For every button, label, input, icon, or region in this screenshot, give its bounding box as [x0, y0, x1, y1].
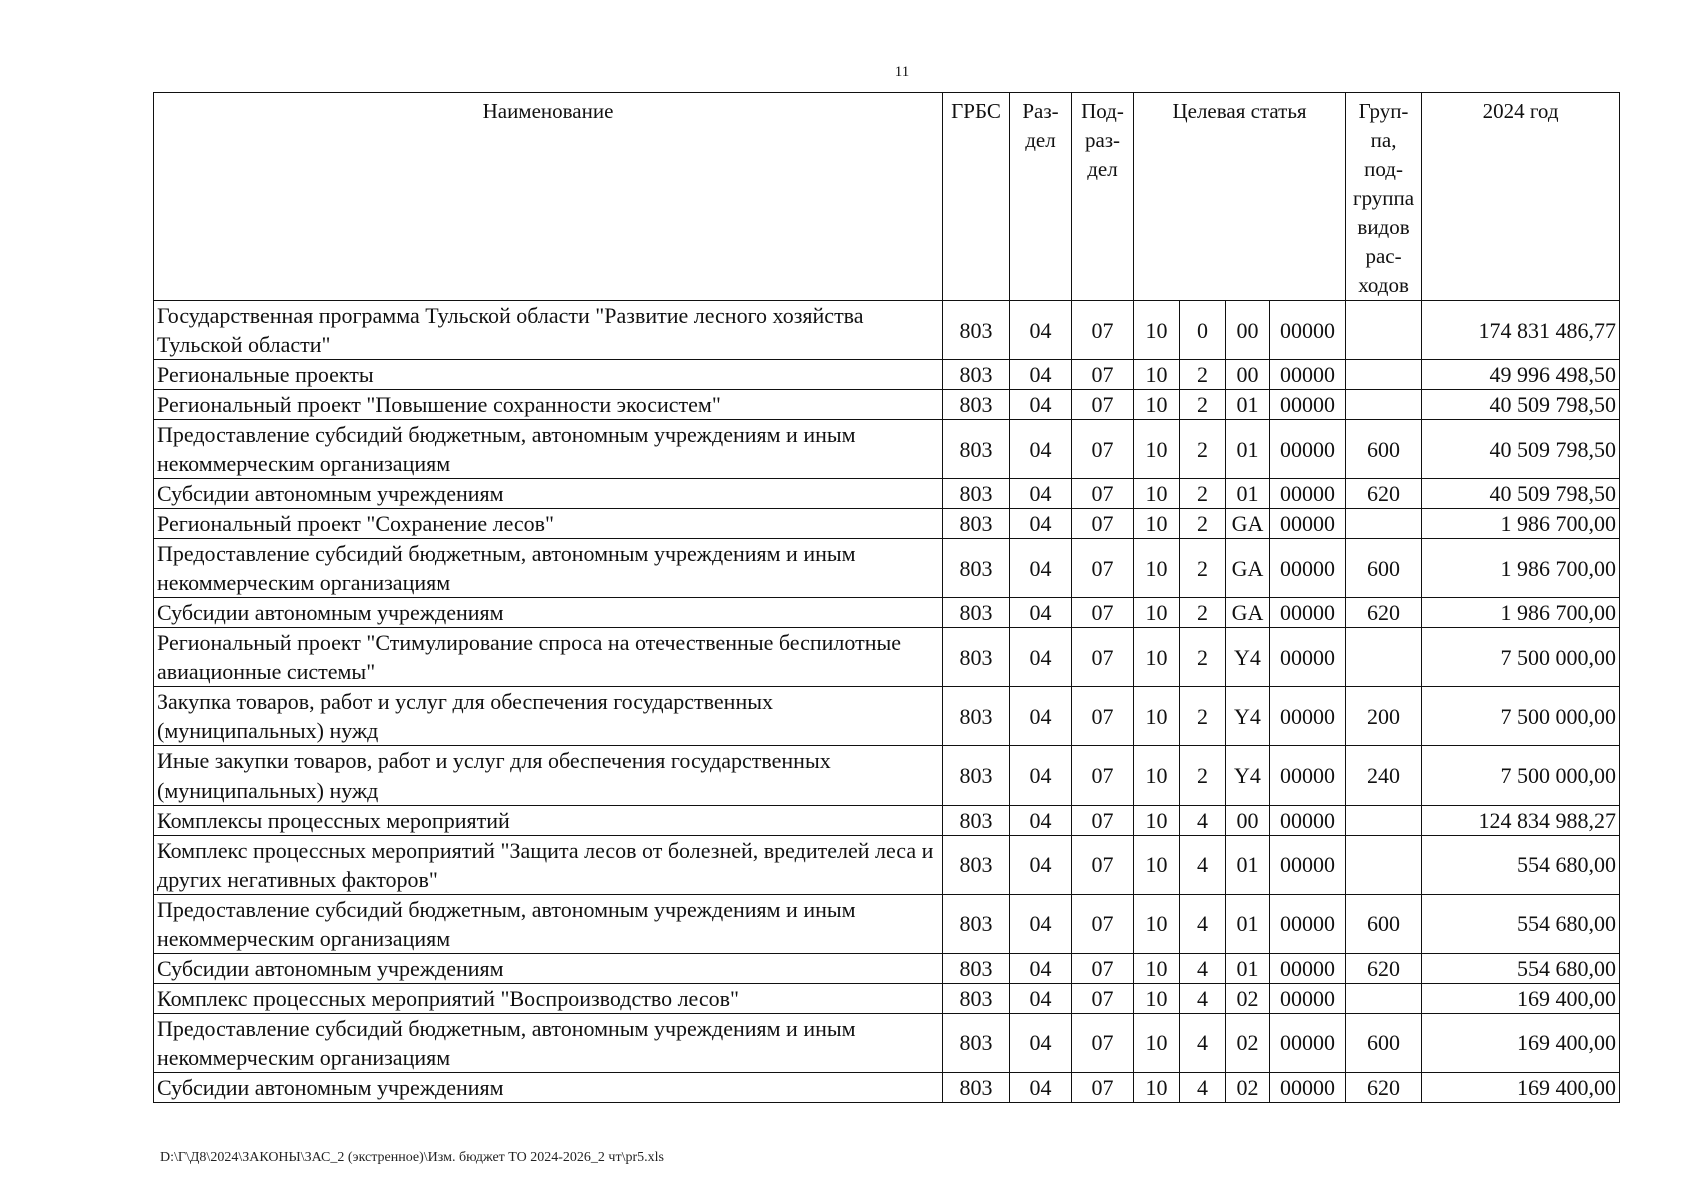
row-target-code: 00000 — [1270, 1013, 1346, 1072]
row-razdel: 04 — [1010, 420, 1072, 479]
table-row — [154, 687, 1620, 746]
row-podrazdel: 07 — [1072, 1013, 1134, 1072]
row-name: Предоставление субсидий бюджетным, автономным учреждениям и иным некоммерческим организациям — [154, 894, 943, 953]
row-name: Субсидии автономным учреждениям — [154, 598, 943, 628]
row-amount: 1 986 700,00 — [1422, 598, 1620, 628]
row-amount: 7 500 000,00 — [1422, 746, 1620, 805]
row-amount: 174 831 486,77 — [1422, 301, 1620, 360]
row-expense-group — [1346, 983, 1422, 1013]
row-expense-group: 620 — [1346, 953, 1422, 983]
row-target-program: 10 — [1134, 509, 1180, 539]
table-row — [154, 953, 1620, 983]
row-expense-group — [1346, 835, 1422, 894]
table-row — [154, 983, 1620, 1013]
row-grbs: 803 — [943, 539, 1010, 598]
row-target-code: 00000 — [1270, 835, 1346, 894]
row-target-code: 00000 — [1270, 479, 1346, 509]
row-target-code: 00000 — [1270, 420, 1346, 479]
row-amount: 124 834 988,27 — [1422, 805, 1620, 835]
table-row — [154, 598, 1620, 628]
table-row — [154, 360, 1620, 390]
row-target-direction: Y4 — [1226, 687, 1270, 746]
row-name: Предоставление субсидий бюджетным, автономным учреждениям и иным некоммерческим организациям — [154, 420, 943, 479]
row-amount: 40 509 798,50 — [1422, 390, 1620, 420]
row-expense-group — [1346, 301, 1422, 360]
row-grbs: 803 — [943, 420, 1010, 479]
row-name: Комплексы процессных мероприятий — [154, 805, 943, 835]
table-row — [154, 835, 1620, 894]
row-amount: 1 986 700,00 — [1422, 539, 1620, 598]
row-target-direction: Y4 — [1226, 628, 1270, 687]
row-target-direction: 01 — [1226, 390, 1270, 420]
row-name: Региональный проект "Стимулирование спроса на отечественные беспилотные авиационные системы" — [154, 628, 943, 687]
row-target-type: 2 — [1180, 479, 1226, 509]
row-target-type: 2 — [1180, 687, 1226, 746]
row-target-type: 2 — [1180, 509, 1226, 539]
row-target-program: 10 — [1134, 835, 1180, 894]
row-amount: 40 509 798,50 — [1422, 420, 1620, 479]
row-expense-group — [1346, 628, 1422, 687]
row-grbs: 803 — [943, 835, 1010, 894]
row-target-code: 00000 — [1270, 894, 1346, 953]
row-grbs: 803 — [943, 598, 1010, 628]
row-amount: 1 986 700,00 — [1422, 509, 1620, 539]
row-name: Предоставление субсидий бюджетным, автономным учреждениям и иным некоммерческим организациям — [154, 1013, 943, 1072]
row-target-code: 00000 — [1270, 598, 1346, 628]
row-podrazdel: 07 — [1072, 894, 1134, 953]
row-amount: 7 500 000,00 — [1422, 628, 1620, 687]
row-target-program: 10 — [1134, 390, 1180, 420]
row-target-direction: 00 — [1226, 805, 1270, 835]
row-target-type: 2 — [1180, 360, 1226, 390]
row-podrazdel: 07 — [1072, 360, 1134, 390]
row-name: Комплекс процессных мероприятий "Воспроизводство лесов" — [154, 983, 943, 1013]
row-podrazdel: 07 — [1072, 687, 1134, 746]
footer-file-path: D:\Г\Д8\2024\ЗАКОНЫ\ЗАС_2 (экстренное)\Изм. бюджет ТО 2024-2026_2 чт\pr5.xls — [160, 1150, 664, 1165]
row-target-code: 00000 — [1270, 301, 1346, 360]
row-amount: 554 680,00 — [1422, 894, 1620, 953]
row-target-program: 10 — [1134, 983, 1180, 1013]
row-target-code: 00000 — [1270, 360, 1346, 390]
row-target-type: 4 — [1180, 953, 1226, 983]
row-expense-group: 620 — [1346, 1072, 1422, 1102]
row-target-type: 4 — [1180, 1013, 1226, 1072]
row-name: Субсидии автономным учреждениям — [154, 479, 943, 509]
row-target-direction: 02 — [1226, 983, 1270, 1013]
row-expense-group: 200 — [1346, 687, 1422, 746]
row-name: Закупка товаров, работ и услуг для обеспечения государственных (муниципальных) нужд — [154, 687, 943, 746]
row-name: Региональные проекты — [154, 360, 943, 390]
row-expense-group — [1346, 390, 1422, 420]
row-podrazdel: 07 — [1072, 509, 1134, 539]
row-target-type: 4 — [1180, 805, 1226, 835]
row-amount: 169 400,00 — [1422, 983, 1620, 1013]
row-expense-group — [1346, 360, 1422, 390]
table-row — [154, 301, 1620, 360]
row-target-program: 10 — [1134, 479, 1180, 509]
row-grbs: 803 — [943, 390, 1010, 420]
table-row — [154, 509, 1620, 539]
row-target-code: 00000 — [1270, 805, 1346, 835]
row-grbs: 803 — [943, 746, 1010, 805]
budget-table — [153, 92, 1620, 1103]
row-razdel: 04 — [1010, 894, 1072, 953]
row-razdel: 04 — [1010, 1013, 1072, 1072]
row-target-direction: 01 — [1226, 953, 1270, 983]
row-target-code: 00000 — [1270, 687, 1346, 746]
row-target-type: 0 — [1180, 301, 1226, 360]
row-target-program: 10 — [1134, 539, 1180, 598]
row-razdel: 04 — [1010, 1072, 1072, 1102]
row-target-direction: GA — [1226, 509, 1270, 539]
row-grbs: 803 — [943, 479, 1010, 509]
header-year: 2024 год — [1422, 93, 1620, 301]
row-podrazdel: 07 — [1072, 953, 1134, 983]
row-podrazdel: 07 — [1072, 390, 1134, 420]
row-podrazdel: 07 — [1072, 983, 1134, 1013]
row-razdel: 04 — [1010, 539, 1072, 598]
row-target-direction: 01 — [1226, 420, 1270, 479]
header-podrazdel: Под- раз- дел — [1072, 93, 1134, 301]
row-razdel: 04 — [1010, 598, 1072, 628]
row-target-type: 4 — [1180, 835, 1226, 894]
row-grbs: 803 — [943, 983, 1010, 1013]
table-row — [154, 1072, 1620, 1102]
row-target-program: 10 — [1134, 1072, 1180, 1102]
row-grbs: 803 — [943, 360, 1010, 390]
header-target-article: Целевая статья — [1134, 93, 1346, 301]
row-grbs: 803 — [943, 1072, 1010, 1102]
row-podrazdel: 07 — [1072, 598, 1134, 628]
table-row — [154, 390, 1620, 420]
row-target-program: 10 — [1134, 628, 1180, 687]
row-podrazdel: 07 — [1072, 479, 1134, 509]
row-razdel: 04 — [1010, 805, 1072, 835]
row-grbs: 803 — [943, 953, 1010, 983]
row-target-code: 00000 — [1270, 746, 1346, 805]
page-number: 11 — [894, 64, 910, 80]
row-podrazdel: 07 — [1072, 1072, 1134, 1102]
row-target-program: 10 — [1134, 1013, 1180, 1072]
row-podrazdel: 07 — [1072, 835, 1134, 894]
row-grbs: 803 — [943, 687, 1010, 746]
row-name: Субсидии автономным учреждениям — [154, 1072, 943, 1102]
row-razdel: 04 — [1010, 509, 1072, 539]
row-name: Государственная программа Тульской области "Развитие лесного хозяйства Тульской области" — [154, 301, 943, 360]
row-target-type: 2 — [1180, 420, 1226, 479]
row-target-direction: 00 — [1226, 360, 1270, 390]
row-name: Предоставление субсидий бюджетным, автономным учреждениям и иным некоммерческим организациям — [154, 539, 943, 598]
row-expense-group: 600 — [1346, 1013, 1422, 1072]
row-razdel: 04 — [1010, 953, 1072, 983]
row-amount: 169 400,00 — [1422, 1072, 1620, 1102]
row-grbs: 803 — [943, 1013, 1010, 1072]
row-razdel: 04 — [1010, 301, 1072, 360]
row-target-code: 00000 — [1270, 509, 1346, 539]
table-row — [154, 628, 1620, 687]
row-target-type: 4 — [1180, 1072, 1226, 1102]
row-razdel: 04 — [1010, 360, 1072, 390]
row-grbs: 803 — [943, 894, 1010, 953]
row-target-program: 10 — [1134, 894, 1180, 953]
row-razdel: 04 — [1010, 983, 1072, 1013]
row-expense-group: 600 — [1346, 539, 1422, 598]
row-podrazdel: 07 — [1072, 805, 1134, 835]
row-name: Региональный проект "Повышение сохранности экосистем" — [154, 390, 943, 420]
row-name: Иные закупки товаров, работ и услуг для обеспечения государственных (муниципальных) нужд — [154, 746, 943, 805]
table-row — [154, 420, 1620, 479]
row-target-direction: 01 — [1226, 835, 1270, 894]
table-row — [154, 805, 1620, 835]
row-expense-group — [1346, 509, 1422, 539]
row-name: Региональный проект "Сохранение лесов" — [154, 509, 943, 539]
table-row — [154, 479, 1620, 509]
row-expense-group: 600 — [1346, 894, 1422, 953]
row-target-program: 10 — [1134, 687, 1180, 746]
row-podrazdel: 07 — [1072, 301, 1134, 360]
row-target-code: 00000 — [1270, 1072, 1346, 1102]
row-target-direction: 02 — [1226, 1013, 1270, 1072]
table-row — [154, 746, 1620, 805]
row-podrazdel: 07 — [1072, 420, 1134, 479]
header-name: Наименование — [154, 93, 943, 301]
row-target-program: 10 — [1134, 301, 1180, 360]
row-target-type: 4 — [1180, 894, 1226, 953]
row-podrazdel: 07 — [1072, 746, 1134, 805]
row-target-code: 00000 — [1270, 628, 1346, 687]
row-target-type: 2 — [1180, 628, 1226, 687]
row-target-code: 00000 — [1270, 983, 1346, 1013]
row-grbs: 803 — [943, 805, 1010, 835]
header-razdel: Раз- дел — [1010, 93, 1072, 301]
row-target-program: 10 — [1134, 420, 1180, 479]
row-target-program: 10 — [1134, 805, 1180, 835]
row-target-direction: 01 — [1226, 894, 1270, 953]
row-target-program: 10 — [1134, 598, 1180, 628]
header-expense-group: Груп- па, под- группа видов рас- ходов — [1346, 93, 1422, 301]
row-target-program: 10 — [1134, 953, 1180, 983]
row-amount: 7 500 000,00 — [1422, 687, 1620, 746]
row-expense-group: 600 — [1346, 420, 1422, 479]
row-razdel: 04 — [1010, 687, 1072, 746]
row-expense-group: 240 — [1346, 746, 1422, 805]
row-grbs: 803 — [943, 628, 1010, 687]
row-target-type: 2 — [1180, 598, 1226, 628]
row-name: Субсидии автономным учреждениям — [154, 953, 943, 983]
row-expense-group: 620 — [1346, 479, 1422, 509]
table-body — [154, 301, 1620, 1103]
row-target-program: 10 — [1134, 746, 1180, 805]
row-amount: 169 400,00 — [1422, 1013, 1620, 1072]
row-razdel: 04 — [1010, 390, 1072, 420]
table-row — [154, 1013, 1620, 1072]
row-name: Комплекс процессных мероприятий "Защита лесов от болезней, вредителей леса и других негативных факторов" — [154, 835, 943, 894]
row-target-direction: 01 — [1226, 479, 1270, 509]
row-target-code: 00000 — [1270, 390, 1346, 420]
row-razdel: 04 — [1010, 479, 1072, 509]
row-target-direction: 02 — [1226, 1072, 1270, 1102]
row-target-direction: GA — [1226, 598, 1270, 628]
row-target-code: 00000 — [1270, 953, 1346, 983]
row-target-code: 00000 — [1270, 539, 1346, 598]
row-amount: 49 996 498,50 — [1422, 360, 1620, 390]
row-target-type: 2 — [1180, 539, 1226, 598]
row-target-direction: 00 — [1226, 301, 1270, 360]
row-grbs: 803 — [943, 509, 1010, 539]
row-amount: 554 680,00 — [1422, 835, 1620, 894]
table-row — [154, 894, 1620, 953]
row-expense-group — [1346, 805, 1422, 835]
row-target-direction: Y4 — [1226, 746, 1270, 805]
header-grbs: ГРБС — [943, 93, 1010, 301]
row-razdel: 04 — [1010, 628, 1072, 687]
row-amount: 40 509 798,50 — [1422, 479, 1620, 509]
row-amount: 554 680,00 — [1422, 953, 1620, 983]
row-podrazdel: 07 — [1072, 539, 1134, 598]
row-expense-group: 620 — [1346, 598, 1422, 628]
row-podrazdel: 07 — [1072, 628, 1134, 687]
row-target-type: 2 — [1180, 390, 1226, 420]
row-target-direction: GA — [1226, 539, 1270, 598]
row-razdel: 04 — [1010, 746, 1072, 805]
row-target-program: 10 — [1134, 360, 1180, 390]
table-row — [154, 539, 1620, 598]
row-target-type: 4 — [1180, 983, 1226, 1013]
row-target-type: 2 — [1180, 746, 1226, 805]
table-header-row — [154, 93, 1620, 301]
row-grbs: 803 — [943, 301, 1010, 360]
row-razdel: 04 — [1010, 835, 1072, 894]
